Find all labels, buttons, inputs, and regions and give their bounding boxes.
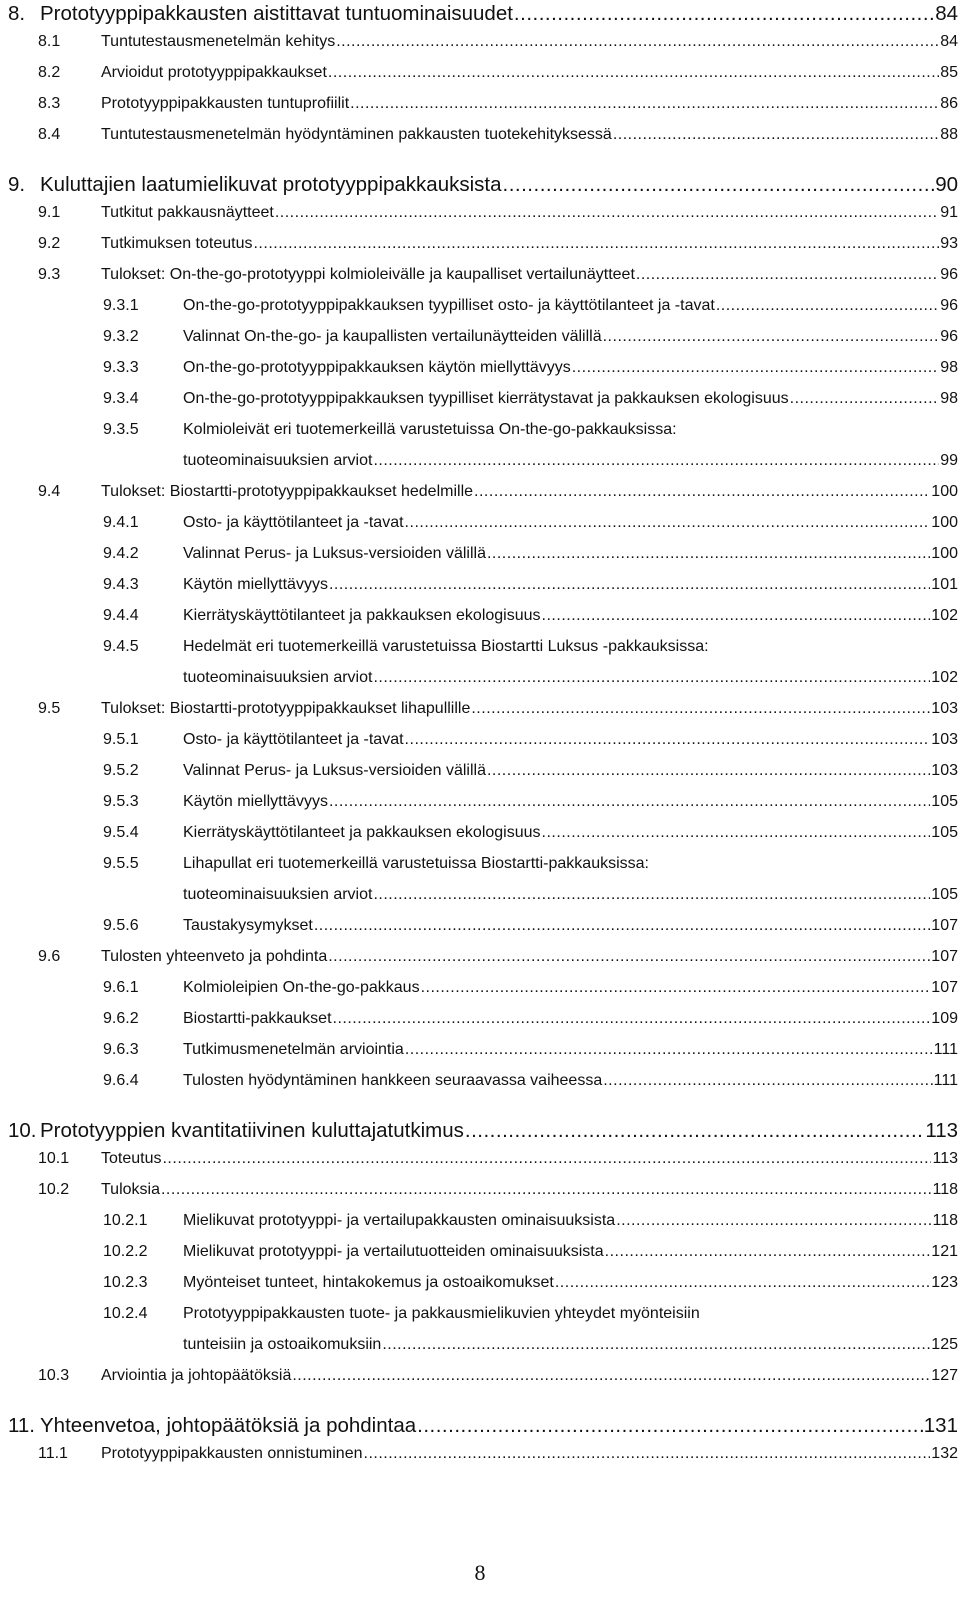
toc-entry[interactable] (8, 1041, 958, 1072)
toc-entry-number: 8.1 (38, 33, 61, 50)
dot-leader (161, 1181, 932, 1199)
toc-entry-title: Prototyyppien kvantitatiivinen kuluttajatutkimus (40, 1119, 464, 1142)
toc-entry-title: Valinnat Perus- ja Luksus-versioiden välillä (183, 762, 486, 779)
toc-entry-page: 96 (940, 266, 958, 283)
dot-leader (471, 700, 930, 718)
toc-entry-number: 9.5.2 (103, 762, 139, 779)
toc-entry-number: 9.5.1 (103, 731, 139, 748)
toc-entry-number: 9.4.5 (103, 638, 139, 655)
toc-entry-number: 9. (8, 173, 26, 196)
dot-leader (790, 390, 940, 408)
toc-entry-title: Tuntutestausmenetelmän hyödyntäminen pakkausten tuotekehityksessä (101, 126, 612, 143)
dot-leader (314, 917, 930, 935)
dot-leader (603, 1072, 932, 1090)
toc-entry-title: Tulosten yhteenveto ja pohdinta (101, 948, 328, 965)
toc-entry-number: 9.6 (38, 948, 61, 965)
toc-entry-title: Prototyyppipakkausten onnistuminen (101, 1445, 363, 1462)
toc-entry-number: 9.6.1 (103, 979, 139, 996)
toc-entry[interactable] (8, 731, 958, 762)
table-of-contents (8, 0, 958, 1476)
toc-entry-number: 9.4.4 (103, 607, 139, 624)
toc-entry-page: 100 (931, 514, 958, 531)
page-number: 8 (474, 1560, 486, 1585)
dot-leader (405, 514, 931, 532)
dot-leader (636, 266, 939, 284)
toc-entry-title: Käytön miellyttävyys (183, 793, 328, 810)
toc-entry-number: 10.2.4 (103, 1305, 148, 1322)
toc-entry-number: 9.4.2 (103, 545, 139, 562)
toc-entry[interactable] (8, 1414, 958, 1445)
toc-entry-title: Tulosten hyödyntäminen hankkeen seuraavassa vaiheessa (183, 1072, 603, 1089)
toc-entry-number: 11.1 (38, 1445, 68, 1462)
dot-leader (382, 1336, 930, 1354)
toc-entry[interactable] (8, 917, 958, 948)
dot-leader (162, 1150, 931, 1168)
toc-entry-page: 98 (940, 359, 958, 376)
toc-entry-number: 10.3 (38, 1367, 70, 1384)
toc-entry-title: Prototyyppipakkausten tuote- ja pakkausmielikuvien yhteydet myönteisiin (183, 1305, 700, 1322)
toc-entry-number: 8.4 (38, 126, 61, 143)
toc-entry-number: 9.4.1 (103, 514, 139, 531)
toc-entry-page: 127 (931, 1367, 958, 1384)
toc-entry-title-continued: tuoteominaisuuksien arviot (183, 669, 373, 686)
dot-leader (329, 793, 930, 811)
toc-entry-number: 8.3 (38, 95, 61, 112)
dot-leader (253, 235, 939, 253)
dot-leader (275, 204, 939, 222)
toc-entry[interactable] (8, 514, 958, 545)
toc-entry-number: 10.2 (38, 1181, 70, 1198)
toc-entry-title: Valinnat On-the-go- ja kaupallisten vertailunäytteiden välillä (183, 328, 602, 345)
toc-entry-page: 105 (931, 886, 958, 903)
toc-entry-page: 103 (931, 731, 958, 748)
dot-leader (405, 1041, 933, 1059)
toc-entry[interactable] (8, 638, 958, 700)
toc-entry-page: 101 (931, 576, 958, 593)
toc-entry-page: 100 (931, 483, 958, 500)
toc-entry-title: Hedelmät eri tuotemerkeillä varustetuissa Biostartti Luksus -pakkauksissa: (183, 638, 709, 655)
toc-entry[interactable] (8, 266, 958, 297)
toc-entry-title-continued: tuoteominaisuuksien arviot (183, 886, 373, 903)
toc-entry-page: 103 (931, 700, 958, 717)
toc-entry[interactable] (8, 421, 958, 483)
toc-entry-title: Myönteiset tunteet, hintakokemus ja ostoaikomukset (183, 1274, 554, 1291)
dot-leader (328, 64, 939, 82)
dot-leader (514, 2, 934, 26)
toc-entry-title: On-the-go-prototyyppipakkauksen tyypilliset osto- ja käyttötilanteet ja -tavat (183, 297, 715, 314)
dot-leader (373, 886, 930, 904)
toc-entry-page: 84 (935, 2, 958, 25)
toc-entry-title: Kierrätyskäyttötilanteet ja pakkauksen ekologisuus (183, 824, 541, 841)
toc-entry-number: 9.6.3 (103, 1041, 139, 1058)
toc-entry-title: Osto- ja käyttötilanteet ja -tavat (183, 514, 404, 531)
toc-entry-title: Tutkimuksen toteutus (101, 235, 253, 252)
toc-entry-number: 10.1 (38, 1150, 70, 1167)
toc-entry-number: 9.2 (38, 235, 61, 252)
toc-entry-page: 132 (931, 1445, 958, 1462)
dot-leader (613, 126, 939, 144)
toc-entry[interactable] (8, 2, 958, 33)
toc-entry-number: 9.5 (38, 700, 61, 717)
toc-entry-page: 109 (931, 1010, 958, 1027)
toc-entry-page: 84 (940, 33, 958, 50)
toc-entry-page: 98 (940, 390, 958, 407)
toc-entry-number: 10.2.2 (103, 1243, 148, 1260)
toc-entry-title: Osto- ja käyttötilanteet ja -tavat (183, 731, 404, 748)
toc-entry-title: Tutkitut pakkausnäytteet (101, 204, 274, 221)
toc-entry[interactable] (8, 64, 958, 95)
toc-entry-number: 9.4.3 (103, 576, 139, 593)
toc-entry-page: 107 (931, 979, 958, 996)
toc-entry[interactable] (8, 545, 958, 576)
toc-entry-title: Tuloksia (101, 1181, 160, 1198)
toc-entry[interactable] (8, 824, 958, 855)
toc-entry[interactable] (8, 948, 958, 979)
dot-leader (364, 1445, 931, 1463)
toc-entry-page: 121 (931, 1243, 958, 1260)
toc-entry-page: 86 (940, 95, 958, 112)
toc-entry-number: 9.5.3 (103, 793, 139, 810)
toc-entry-title: Arviointia ja johtopäätöksiä (101, 1367, 292, 1384)
dot-leader (329, 576, 930, 594)
toc-entry-page: 123 (931, 1274, 958, 1291)
dot-leader (603, 328, 940, 346)
toc-entry-page: 113 (932, 1150, 958, 1167)
toc-entry-number: 8.2 (38, 64, 61, 81)
toc-entry-page: 99 (940, 452, 958, 469)
toc-entry[interactable] (8, 1243, 958, 1274)
toc-entry[interactable] (8, 576, 958, 607)
toc-entry-number: 9.3.2 (103, 328, 139, 345)
dot-leader (542, 607, 931, 625)
toc-entry-number: 9.5.4 (103, 824, 139, 841)
toc-entry-number: 9.5.5 (103, 855, 139, 872)
toc-entry-title: Kuluttajien laatumielikuvat prototyyppipakkauksista (40, 173, 502, 196)
toc-entry[interactable] (8, 793, 958, 824)
toc-entry-number: 9.3.5 (103, 421, 139, 438)
toc-entry-number: 8. (8, 2, 26, 25)
toc-entry-title: Biostartti-pakkaukset (183, 1010, 332, 1027)
dot-leader (616, 1212, 931, 1230)
toc-entry[interactable] (8, 1274, 958, 1305)
toc-entry-page: 107 (931, 917, 958, 934)
toc-entry-title: Kolmioleivät eri tuotemerkeillä varustetuissa On-the-go-pakkauksissa: (183, 421, 677, 438)
toc-entry-number: 9.4 (38, 483, 61, 500)
toc-entry-page: 91 (940, 204, 958, 221)
dot-leader (474, 483, 930, 501)
dot-leader (716, 297, 939, 315)
toc-entry-title: Prototyyppipakkausten aistittavat tuntuominaisuudet (40, 2, 513, 25)
dot-leader (542, 824, 931, 842)
dot-leader (605, 1243, 931, 1261)
dot-leader (555, 1274, 930, 1292)
toc-entry-page: 107 (931, 948, 958, 965)
toc-entry-page: 125 (931, 1336, 958, 1353)
toc-entry-title: Kierrätyskäyttötilanteet ja pakkauksen ekologisuus (183, 607, 541, 624)
toc-entry-page: 105 (931, 793, 958, 810)
toc-entry-title: Taustakysymykset (183, 917, 313, 934)
dot-leader (503, 173, 935, 197)
toc-entry[interactable] (8, 1305, 958, 1367)
toc-entry-page: 96 (940, 297, 958, 314)
toc-entry-number: 10. (8, 1119, 37, 1142)
dot-leader (405, 731, 931, 749)
toc-entry[interactable] (8, 1445, 958, 1476)
toc-entry-number: 11. (8, 1414, 35, 1437)
dot-leader (487, 545, 930, 563)
toc-entry-title: Toteutus (101, 1150, 162, 1167)
toc-entry-title: Tuntutestausmenetelmän kehitys (101, 33, 336, 50)
toc-entry[interactable] (8, 855, 958, 917)
toc-entry-page: 103 (931, 762, 958, 779)
toc-entry[interactable] (8, 607, 958, 638)
dot-leader (417, 1414, 923, 1438)
toc-entry-page: 118 (932, 1181, 958, 1198)
toc-entry-page: 111 (933, 1041, 958, 1058)
toc-entry-title: Mielikuvat prototyyppi- ja vertailupakkausten ominaisuuksista (183, 1212, 616, 1229)
toc-entry[interactable] (8, 297, 958, 328)
dot-leader (465, 1119, 924, 1143)
toc-entry-number: 9.6.2 (103, 1010, 139, 1027)
toc-entry-page: 93 (940, 235, 958, 252)
toc-entry[interactable] (8, 1212, 958, 1243)
toc-entry-title: Tulokset: On-the-go-prototyyppi kolmioleivälle ja kaupalliset vertailunäytteet (101, 266, 635, 283)
dot-leader (350, 95, 939, 113)
toc-entry-title: Käytön miellyttävyys (183, 576, 328, 593)
toc-entry-number: 9.3.4 (103, 390, 139, 407)
toc-entry-title: Arvioidut prototyyppipakkaukset (101, 64, 327, 81)
toc-entry-title: On-the-go-prototyyppipakkauksen käytön miellyttävyys (183, 359, 571, 376)
toc-entry-page: 88 (940, 126, 958, 143)
dot-leader (487, 762, 930, 780)
toc-entry-title: Tutkimusmenetelmän arviointia (183, 1041, 404, 1058)
toc-entry-title: Tulokset: Biostartti-prototyyppipakkaukset lihapullille (101, 700, 471, 717)
toc-entry-page: 100 (931, 545, 958, 562)
toc-entry-title: Tulokset: Biostartti-prototyyppipakkaukset hedelmille (101, 483, 474, 500)
toc-entry-title: Mielikuvat prototyyppi- ja vertailutuotteiden ominaisuuksista (183, 1243, 604, 1260)
dot-leader (373, 452, 939, 470)
toc-entry-page: 96 (940, 328, 958, 345)
toc-entry-number: 10.2.3 (103, 1274, 148, 1291)
toc-entry-number: 9.3.1 (103, 297, 139, 314)
toc-entry-number: 9.3.3 (103, 359, 139, 376)
toc-entry[interactable] (8, 390, 958, 421)
toc-entry-page: 85 (940, 64, 958, 81)
toc-entry[interactable] (8, 1150, 958, 1181)
toc-entry-number: 9.3 (38, 266, 61, 283)
toc-entry-title: Prototyyppipakkausten tuntuprofiilit (101, 95, 350, 112)
toc-entry-title: On-the-go-prototyyppipakkauksen tyypilliset kierrätystavat ja pakkauksen ekologisuus (183, 390, 789, 407)
toc-entry-page: 102 (931, 669, 958, 686)
dot-leader (336, 33, 939, 51)
toc-entry[interactable] (8, 204, 958, 235)
toc-entry[interactable] (8, 979, 958, 1010)
toc-entry[interactable] (8, 1119, 958, 1150)
dot-leader (373, 669, 930, 687)
dot-leader (421, 979, 931, 997)
toc-entry[interactable] (8, 235, 958, 266)
toc-entry-title: Lihapullat eri tuotemerkeillä varustetuissa Biostartti-pakkauksissa: (183, 855, 649, 872)
toc-entry-page: 105 (931, 824, 958, 841)
toc-entry-page: 102 (931, 607, 958, 624)
toc-entry[interactable] (8, 126, 958, 157)
dot-leader (333, 1010, 931, 1028)
toc-entry-number: 9.6.4 (103, 1072, 139, 1089)
toc-entry-page: 90 (935, 173, 958, 196)
toc-entry-title: Kolmioleipien On-the-go-pakkaus (183, 979, 420, 996)
dot-leader (328, 948, 930, 966)
toc-entry-page: 131 (923, 1414, 958, 1437)
toc-entry[interactable] (8, 33, 958, 64)
toc-entry[interactable] (8, 762, 958, 793)
toc-entry-title: Valinnat Perus- ja Luksus-versioiden välillä (183, 545, 486, 562)
toc-entry[interactable] (8, 328, 958, 359)
toc-entry[interactable] (8, 1072, 958, 1103)
toc-entry-title-continued: tunteisiin ja ostoaikomuksiin (183, 1336, 382, 1353)
toc-entry-title-continued: tuoteominaisuuksien arviot (183, 452, 373, 469)
toc-entry-page: 118 (932, 1212, 958, 1229)
toc-entry-page: 113 (925, 1119, 958, 1142)
toc-entry[interactable] (8, 483, 958, 514)
toc-entry[interactable] (8, 700, 958, 731)
toc-entry[interactable] (8, 173, 958, 204)
toc-entry-page: 111 (933, 1072, 958, 1089)
toc-entry[interactable] (8, 1367, 958, 1398)
toc-entry[interactable] (8, 1010, 958, 1041)
toc-entry[interactable] (8, 359, 958, 390)
toc-entry-title: Yhteenvetoa, johtopäätöksiä ja pohdintaa (40, 1414, 417, 1437)
toc-entry-number: 9.5.6 (103, 917, 139, 934)
toc-entry[interactable] (8, 1181, 958, 1212)
dot-leader (572, 359, 939, 377)
toc-entry-number: 9.1 (38, 204, 61, 221)
toc-entry-number: 10.2.1 (103, 1212, 148, 1229)
dot-leader (292, 1367, 930, 1385)
toc-entry[interactable] (8, 95, 958, 126)
